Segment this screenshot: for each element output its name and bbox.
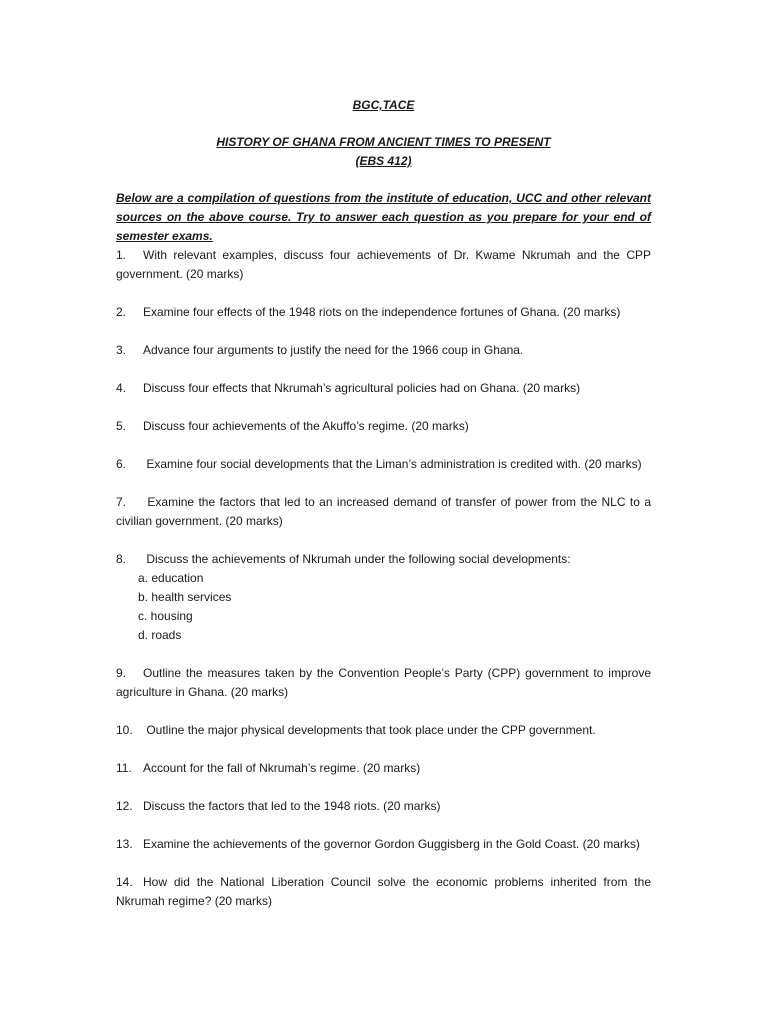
question-7 — [116, 493, 651, 531]
question-text: With relevant examples, discuss four achievements of Dr. Kwame Nkrumah and the CPP government. (20 marks) — [116, 248, 651, 281]
question-text: Examine the factors that led to an increased demand of transfer of power from the NLC to a civilian government. (20 marks) — [116, 495, 651, 528]
question-number: 7. — [116, 495, 127, 509]
question-number: 10. — [116, 723, 133, 737]
question-number: 14. — [116, 875, 133, 889]
question-text: Discuss the achievements of Nkrumah under the following social developments: — [143, 552, 571, 566]
question-text: Examine the achievements of the governor Gordon Guggisberg in the Gold Coast. (20 marks) — [143, 837, 640, 851]
question-list — [116, 246, 651, 911]
question-5 — [116, 417, 651, 436]
question-number: 6. — [116, 457, 127, 471]
question-text: Discuss the factors that led to the 1948 riots. (20 marks) — [143, 799, 441, 813]
question-text: Examine four effects of the 1948 riots on the independence fortunes of Ghana. (20 marks) — [143, 305, 621, 319]
question-number: 4. — [116, 381, 127, 395]
intro-paragraph: Below are a compilation of questions from the institute of education, UCC and other relevant sources on the above course. Try to answer each question as you prepare for your end of semester exams. — [116, 191, 651, 243]
course-code: (EBS 412) — [355, 154, 412, 168]
question-number: 3. — [116, 343, 127, 357]
list-item: b. health services — [138, 590, 232, 604]
course-title: HISTORY OF GHANA FROM ANCIENT TIMES TO PRESENT — [216, 135, 551, 149]
question-text: Discuss four achievements of the Akuffo’s regime. (20 marks) — [143, 419, 469, 433]
question-text: Outline the measures taken by the Convention People’s Party (CPP) government to improve agriculture in Ghana. (20 marks) — [116, 666, 651, 699]
question-12 — [116, 797, 651, 816]
question-8 — [116, 550, 651, 569]
question-9 — [116, 664, 651, 702]
question-number: 12. — [116, 799, 133, 813]
question-10 — [116, 721, 651, 740]
question-3 — [116, 341, 651, 360]
question-13 — [116, 835, 651, 854]
org-heading: BGC,TACE — [352, 98, 415, 112]
question-14 — [116, 873, 651, 911]
question-4 — [116, 379, 651, 398]
question-text: Discuss four effects that Nkrumah’s agricultural policies had on Ghana. (20 marks) — [143, 381, 581, 395]
question-text: Account for the fall of Nkrumah’s regime. (20 marks) — [143, 761, 421, 775]
question-text: Outline the major physical developments that took place under the CPP government. — [143, 723, 596, 737]
question-number: 9. — [116, 666, 127, 680]
question-text: How did the National Liberation Council solve the economic problems inherited from the Nkrumah regime? (20 marks) — [116, 875, 651, 908]
question-number: 13. — [116, 837, 133, 851]
question-text: Advance four arguments to justify the need for the 1966 coup in Ghana. — [143, 343, 524, 357]
document-page — [116, 96, 651, 930]
question-number: 11. — [116, 761, 132, 775]
question-number: 5. — [116, 419, 127, 433]
question-text: Examine four social developments that the Liman’s administration is credited with. (20 marks) — [143, 457, 642, 471]
question-11 — [116, 759, 651, 778]
list-item: c. housing — [138, 609, 193, 623]
question-8-subitems — [116, 569, 651, 645]
question-number: 2. — [116, 305, 127, 319]
question-number: 8. — [116, 552, 127, 566]
list-item: a. education — [138, 571, 204, 585]
list-item: d. roads — [138, 628, 182, 642]
question-number: 1. — [116, 248, 127, 262]
question-1 — [116, 246, 651, 284]
question-6 — [116, 455, 651, 474]
question-2 — [116, 303, 651, 322]
